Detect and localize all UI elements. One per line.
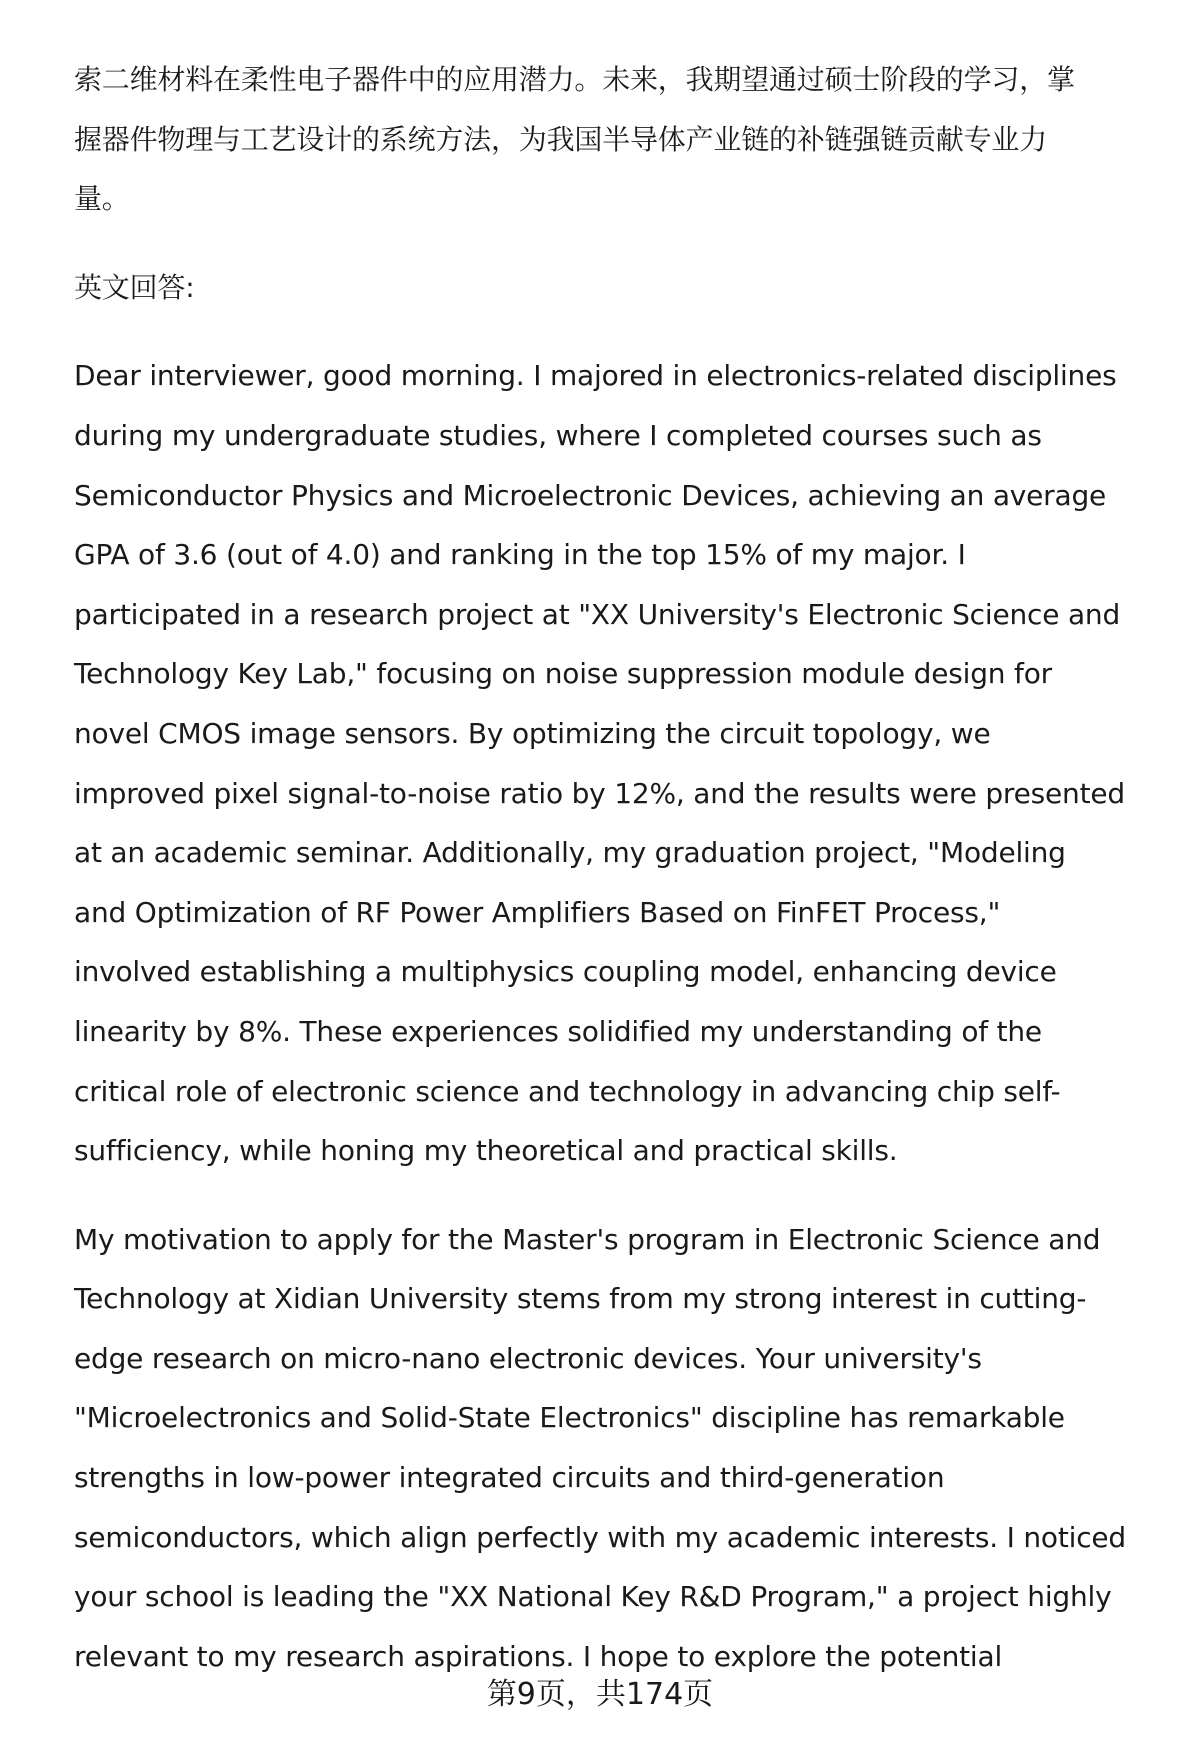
text-line: relevant to my research aspirations. I hope to explore the potential	[74, 1639, 1003, 1673]
text-line: critical role of electronic science and technology in advancing chip self-	[74, 1074, 1061, 1108]
text-line: semiconductors, which align perfectly with my academic interests. I noticed	[74, 1520, 1126, 1554]
text-line: involved establishing a multiphysics coupling model, enhancing device	[74, 955, 1057, 989]
text-line: and Optimization of RF Power Amplifiers Based on FinFET Process,"	[74, 895, 1001, 929]
text-line: your school is leading the "XX National Key R&D Program," a project highly	[74, 1580, 1112, 1614]
text-line: linearity by 8%. These experiences solidified my understanding of the	[74, 1014, 1042, 1048]
text-line: Semiconductor Physics and Microelectronic Devices, achieving an average	[74, 478, 1107, 512]
text-line: edge research on micro-nano electronic devices. Your university's	[74, 1341, 982, 1375]
text-line: Technology Key Lab," focusing on noise suppression module design for	[74, 657, 1052, 691]
text-line: improved pixel signal-to-noise ratio by 12%, and the results were presented	[74, 776, 1125, 810]
text-line: 量。	[74, 182, 130, 216]
paragraph-chinese	[74, 50, 1164, 229]
text-line: Dear interviewer, good morning. I majored in electronics-related disciplines	[74, 359, 1117, 393]
paragraph-english-1	[74, 346, 1164, 1180]
text-line: during my undergraduate studies, where I completed courses such as	[74, 418, 1042, 452]
text-line: at an academic seminar. Additionally, my graduation project, "Modeling	[74, 836, 1066, 870]
paragraph-english-2	[74, 1210, 1164, 1687]
text-line: novel CMOS image sensors. By optimizing the circuit topology, we	[74, 716, 991, 750]
text-line: Technology at Xidian University stems from my strong interest in cutting-	[74, 1282, 1087, 1316]
text-line: participated in a research project at "XX University's Electronic Science and	[74, 597, 1121, 631]
text-line: GPA of 3.6 (out of 4.0) and ranking in the top 15% of my major. I	[74, 538, 966, 572]
page-number: 第9页，共174页	[486, 1677, 714, 1712]
text-line: 握器件物理与工艺设计的系统方法，为我国半导体产业链的补链强链贡献专业力	[74, 122, 1048, 156]
text-line: strengths in low-power integrated circuits and third-generation	[74, 1461, 945, 1495]
text-line: "Microelectronics and Solid-State Electronics" discipline has remarkable	[74, 1401, 1065, 1435]
english-answer-label: 英文回答:	[74, 270, 195, 304]
text-line: sufficiency, while honing my theoretical and practical skills.	[74, 1134, 898, 1168]
text-line: 索二维材料在柔性电子器件中的应用潜力。未来，我期望通过硕士阶段的学习，掌	[74, 63, 1075, 96]
text-line: My motivation to apply for the Master's program in Electronic Science and	[74, 1222, 1101, 1256]
document-body	[74, 50, 1164, 1686]
